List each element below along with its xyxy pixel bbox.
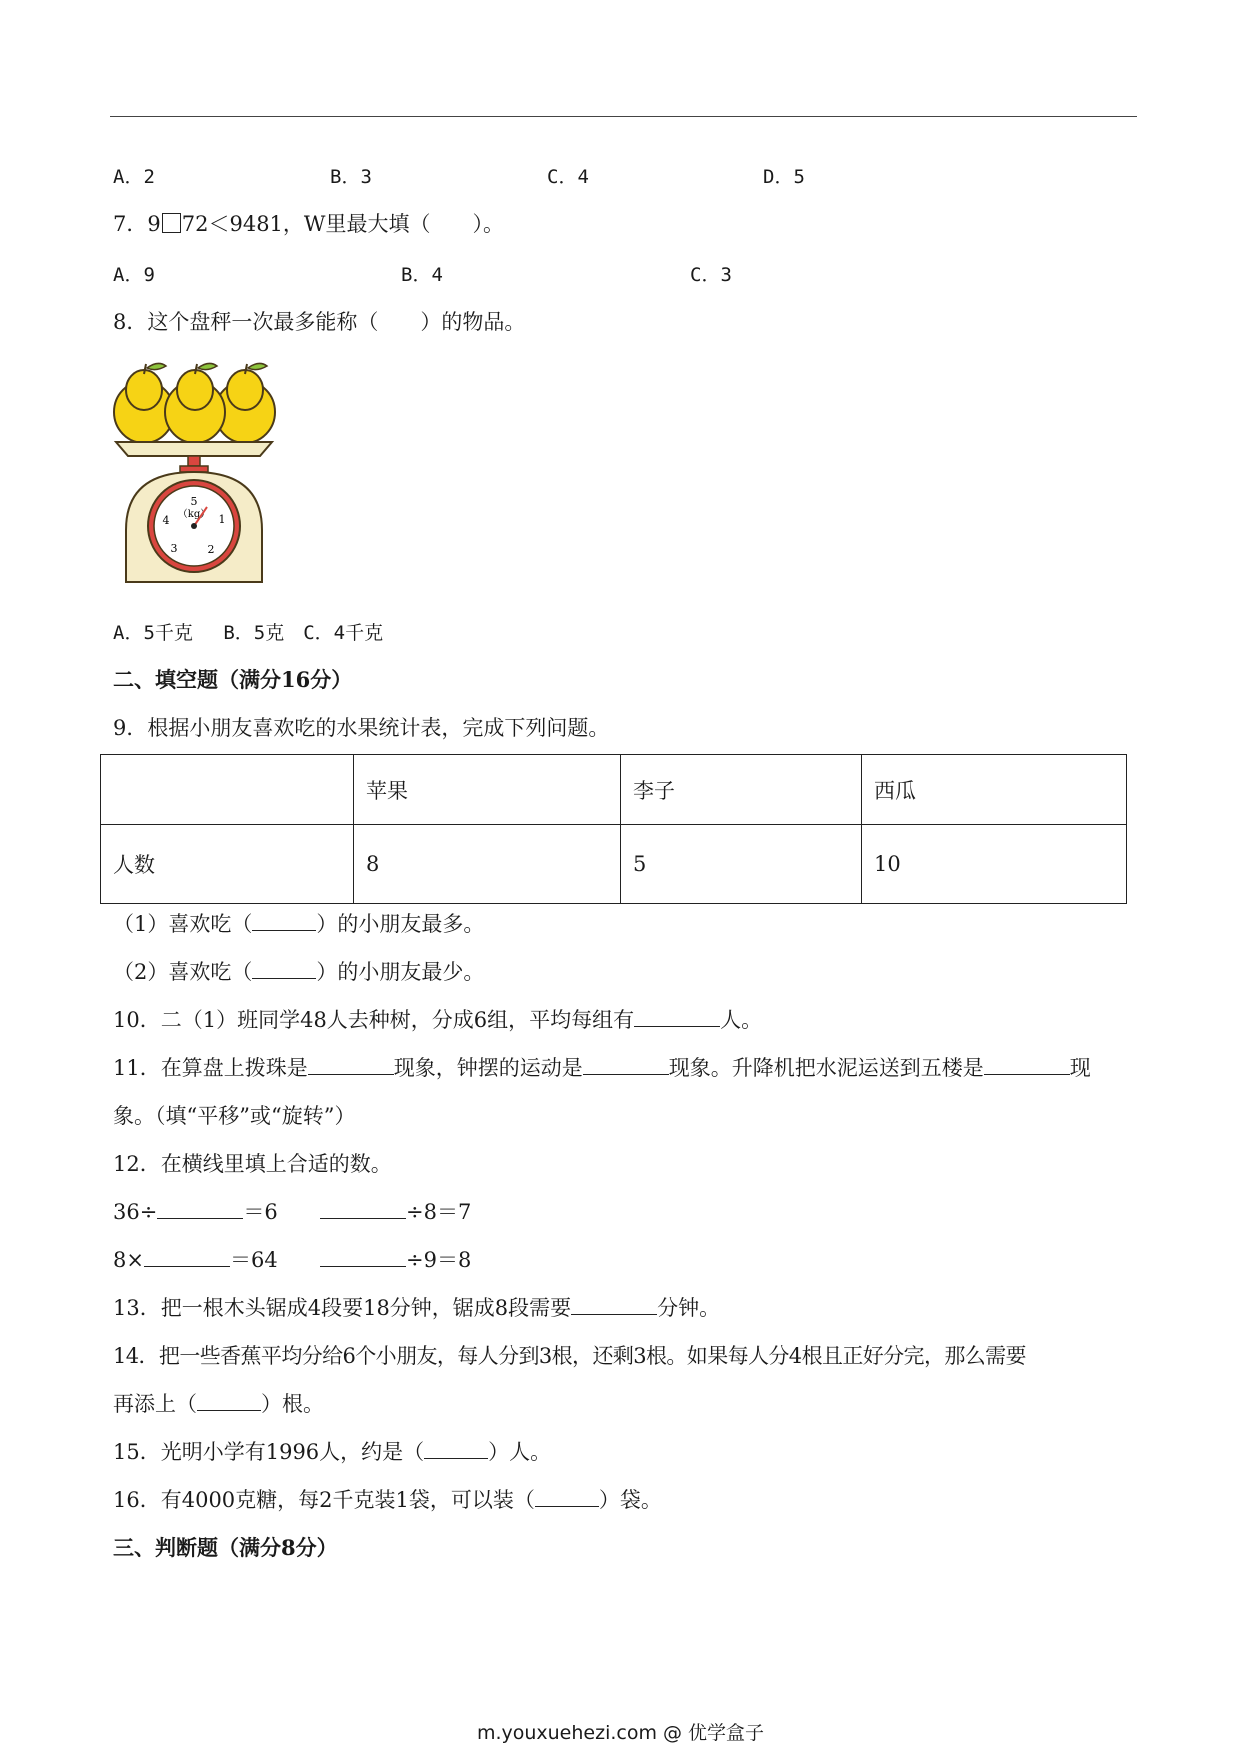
section-2-title: 二、填空题（满分16分） — [113, 667, 353, 692]
answer-blank[interactable] — [583, 1074, 669, 1075]
q6-option-d: D．5 — [763, 166, 805, 188]
fruit-table — [100, 754, 1127, 904]
q16-part-b: ）袋。 — [598, 1488, 662, 1512]
q11-part-a: 11．在算盘上拨珠是 — [113, 1056, 308, 1080]
answer-blank[interactable] — [424, 1458, 488, 1459]
q16-part-a: 16．有4000克糖，每2千克装1袋，可以装（ — [113, 1488, 535, 1512]
answer-blank[interactable] — [535, 1506, 599, 1507]
q7-question — [113, 210, 504, 238]
q12-eq1-part-b: ＝6 — [243, 1200, 278, 1224]
q9-sub-1-part-b: ）的小朋友最多。 — [316, 912, 485, 936]
dial-label-3: 3 — [170, 542, 178, 555]
pear-icon — [114, 363, 174, 443]
answer-blank[interactable] — [571, 1314, 657, 1315]
q9-sub-2 — [113, 958, 484, 986]
q14-line-2 — [113, 1390, 324, 1418]
q7-number: 7． — [113, 212, 148, 236]
table-row — [101, 755, 1127, 825]
q12-equation-4 — [320, 1246, 471, 1274]
answer-blank[interactable] — [252, 978, 316, 979]
q12-equation-2 — [320, 1198, 471, 1226]
q11-question — [113, 1054, 1091, 1082]
answer-blank[interactable] — [984, 1074, 1070, 1075]
pear-icon — [165, 363, 225, 443]
q12-eq3-part-b: ＝64 — [229, 1248, 278, 1272]
q9-question: 9．根据小朋友喜欢吃的水果统计表，完成下列问题。 — [113, 716, 610, 740]
q13-question — [113, 1294, 720, 1322]
q9-sub-2-part-a: （2）喜欢吃（ — [113, 960, 253, 984]
q13-part-b: 分钟。 — [657, 1296, 721, 1320]
q6-option-a: A．2 — [113, 166, 155, 188]
q12-eq2-part-b: ÷8＝7 — [406, 1200, 472, 1224]
q6-option-c: C．4 — [547, 166, 589, 188]
q12-eq4-part-b: ÷9＝8 — [406, 1248, 472, 1272]
answer-blank[interactable] — [634, 1026, 720, 1027]
dial-label-1: 1 — [218, 513, 226, 526]
q11-part-c: 现象。升降机把水泥运送到五楼是 — [668, 1056, 984, 1080]
header-rule — [110, 116, 1137, 117]
answer-blank[interactable] — [252, 930, 316, 931]
q14-part-a: 再添上（ — [113, 1392, 197, 1416]
section-3-title: 三、判断题（满分8分） — [113, 1535, 338, 1560]
q11-line-2: 象。（填“平移”或“旋转”） — [113, 1104, 356, 1128]
answer-blank[interactable] — [320, 1218, 406, 1219]
answer-blank[interactable] — [144, 1266, 230, 1267]
q14-part-b: ）根。 — [261, 1392, 324, 1416]
dial-label-5: 5 — [190, 495, 198, 508]
q11-part-d: 现 — [1069, 1056, 1091, 1080]
q11-part-b: 现象，钟摆的运动是 — [393, 1056, 583, 1080]
q10-part-b: 人。 — [720, 1008, 763, 1032]
q7-expr-right: 72＜9481， — [181, 212, 304, 236]
q9-sub-2-part-b: ）的小朋友最少。 — [316, 960, 485, 984]
q10-question — [113, 1006, 762, 1034]
table-cell: 10 — [862, 825, 1127, 904]
answer-blank[interactable] — [197, 1410, 261, 1411]
q12-question: 12．在横线里填上合适的数。 — [113, 1152, 392, 1176]
table-cell — [101, 755, 354, 825]
q13-part-a: 13．把一根木头锯成4段要18分钟，锯成8段需要 — [113, 1296, 572, 1320]
table-cell: 李子 — [621, 755, 862, 825]
table-row — [101, 825, 1127, 904]
scale-illustration — [110, 360, 280, 590]
table-cell: 苹果 — [354, 755, 621, 825]
q7-option-a: A．9 — [113, 264, 155, 286]
q9-sub-1-part-a: （1）喜欢吃（ — [113, 912, 253, 936]
q6-option-b: B．3 — [330, 166, 372, 188]
q15-part-b: ）人。 — [488, 1440, 552, 1464]
dial-label-4: 4 — [162, 514, 170, 527]
dial-label-2: 2 — [207, 543, 215, 556]
q7-rest: W里最大填（ ）。 — [303, 212, 505, 236]
q10-part-a: 10．二（1）班同学48人去种树，分成6组，平均每组有 — [113, 1008, 635, 1032]
answer-blank[interactable] — [320, 1266, 406, 1267]
q14-line-1: 14．把一些香蕉平均分给6个小朋友，每人分到3根，还剩3根。如果每人分4根且正好分完，那么需要 — [113, 1344, 1026, 1368]
q12-eq3-part-a: 8× — [113, 1248, 144, 1272]
q16-question — [113, 1486, 662, 1514]
q8-question: 8．这个盘秤一次最多能称（ ）的物品。 — [113, 310, 526, 334]
q8-options: A．5千克 B．5克 C．4千克 — [113, 622, 384, 644]
q7-option-c: C．3 — [690, 264, 732, 286]
q7-expr-left: 9 — [147, 212, 161, 236]
table-cell: 人数 — [101, 825, 354, 904]
q12-eq1-part-a: 36÷ — [113, 1200, 158, 1224]
blank-square — [162, 213, 181, 233]
q9-sub-1 — [113, 910, 484, 938]
q15-part-a: 15．光明小学有1996人，约是（ — [113, 1440, 425, 1464]
dial-unit: （kg） — [177, 509, 211, 520]
table-cell: 5 — [621, 825, 862, 904]
q12-equation-1 — [113, 1198, 278, 1226]
q12-equation-3 — [113, 1246, 278, 1274]
answer-blank[interactable] — [308, 1074, 394, 1075]
table-cell: 8 — [354, 825, 621, 904]
q7-option-b: B．4 — [401, 264, 443, 286]
answer-blank[interactable] — [157, 1218, 243, 1219]
q15-question — [113, 1438, 551, 1466]
footer-watermark: m.youxuehezi.com @ 优学盒子 — [476, 1722, 765, 1744]
table-cell: 西瓜 — [862, 755, 1127, 825]
